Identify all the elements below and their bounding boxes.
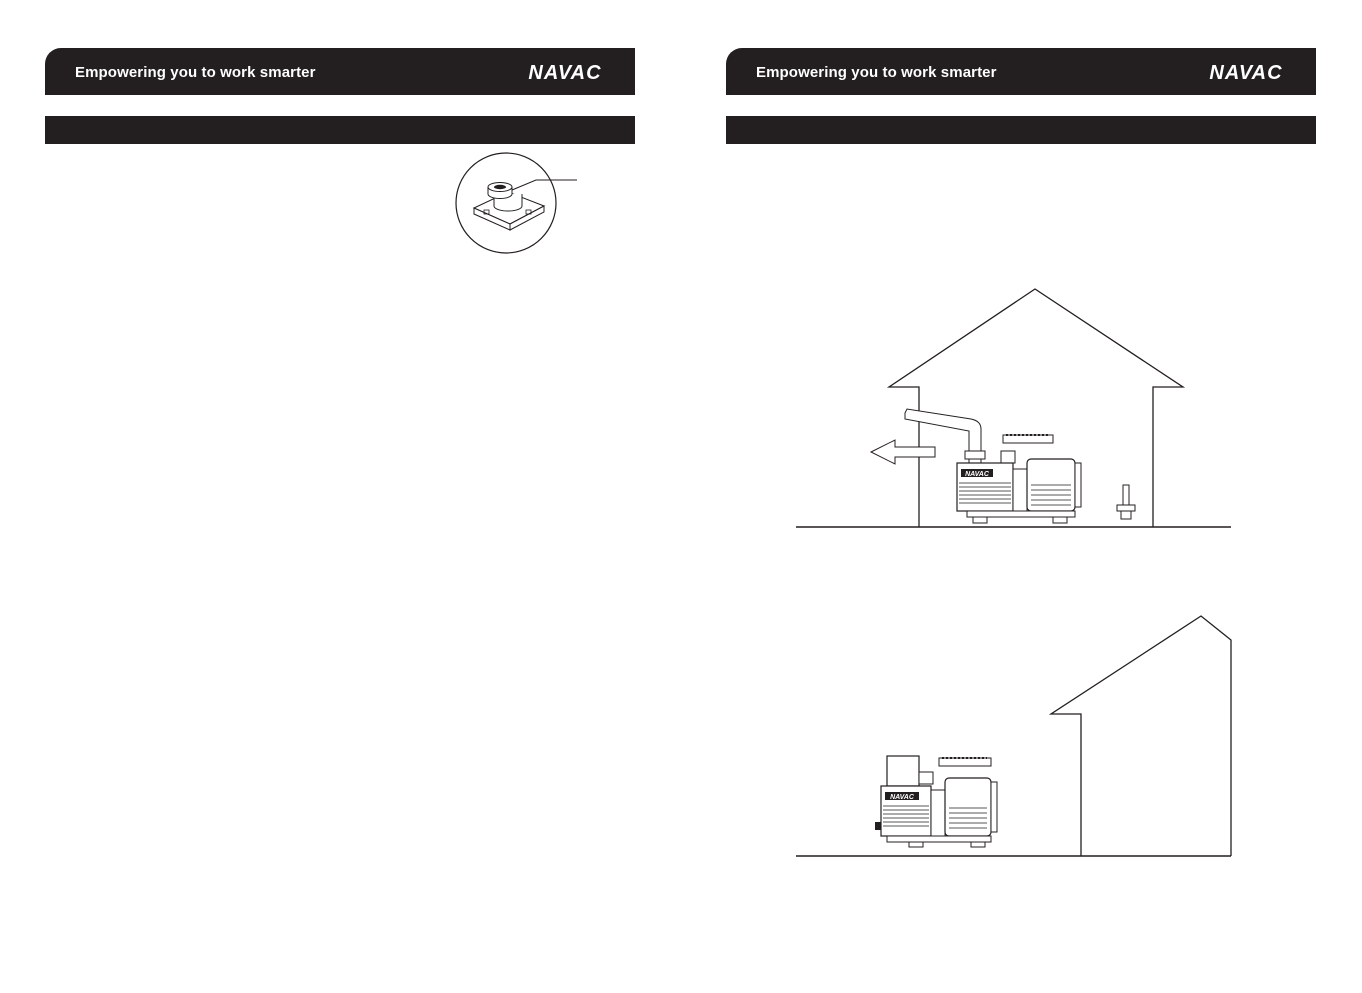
right-page [681,0,1362,993]
vacuum-pump-outdoor [875,756,997,847]
indoor-exhaust-vent-illustration [791,285,1241,540]
hose-fitting [1117,485,1135,519]
logo-text: NAVAC [528,62,602,82]
page-header [45,48,635,95]
logo-text: NAVAC [1209,62,1283,82]
inlet-port-detail-figure [448,150,588,258]
svg-text:NAVAC: NAVAC [890,794,914,801]
section-title-bar [726,116,1316,144]
outdoor-pump-illustration [791,612,1241,862]
navac-logo [508,62,622,82]
svg-text:NAVAC: NAVAC [965,471,989,478]
header-tagline: Empowering you to work smarter [75,64,316,81]
page-header [726,48,1316,95]
navac-logo [1189,62,1303,82]
section-title-bar [45,116,635,144]
header-tagline: Empowering you to work smarter [756,64,997,81]
